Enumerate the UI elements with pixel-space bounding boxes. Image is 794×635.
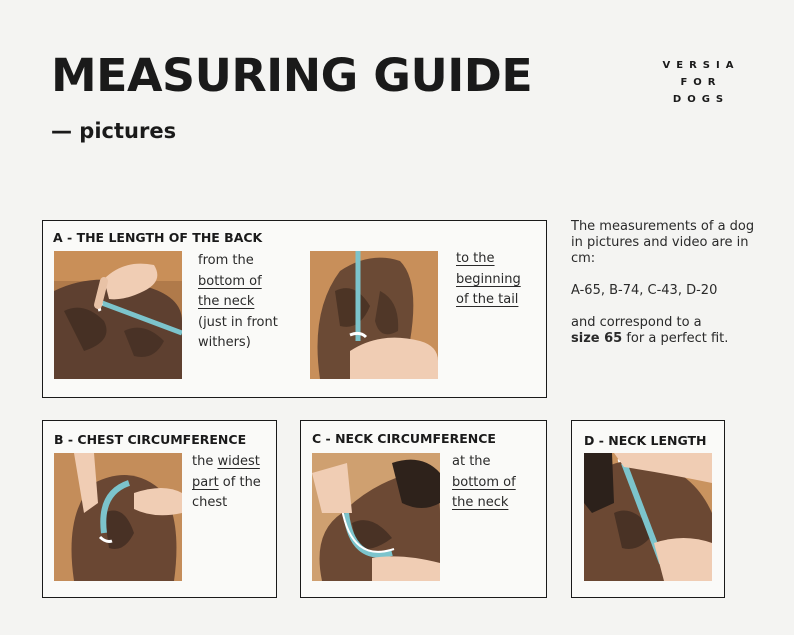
- brand-logo: [652, 57, 744, 108]
- dog-back-length-photo-1: [54, 251, 182, 379]
- note-values: A-65, B-74, C-43, D-20: [571, 283, 718, 298]
- page-title: MEASURING GUIDE: [51, 49, 533, 102]
- section-b-text: the widest part of the chest: [192, 454, 261, 510]
- brand-line-2: FOR: [680, 77, 722, 88]
- dog-chest-photo: [54, 453, 182, 581]
- section-c-text: at the bottom of the neck: [452, 454, 516, 510]
- section-a-end-text: to the beginning of the tail: [456, 251, 521, 307]
- brand-line-3: DOGS: [672, 94, 730, 105]
- page-subtitle: — pictures: [51, 119, 177, 143]
- dog-neck-circumference-photo: [312, 453, 440, 581]
- section-a-heading: A - THE LENGTH OF THE BACK: [53, 230, 263, 245]
- section-c-heading: C - NECK CIRCUMFERENCE: [312, 431, 496, 446]
- dog-neck-length-photo: [584, 453, 712, 581]
- note-size: and correspond to a size 65 for a perfect fit.: [571, 315, 729, 346]
- note-size-bold: size 65: [571, 331, 623, 346]
- section-a-start-text: from the bottom of the neck (just in front withers): [198, 253, 278, 350]
- note-intro: The measurements of a dog in pictures and video are in cm:: [571, 219, 755, 266]
- section-d-heading: D - NECK LENGTH: [584, 433, 707, 448]
- section-b-heading: B - CHEST CIRCUMFERENCE: [54, 432, 247, 447]
- measurement-note: [571, 219, 761, 363]
- brand-line-1: VERSIA: [662, 60, 740, 71]
- dog-back-length-photo-2: [310, 251, 438, 379]
